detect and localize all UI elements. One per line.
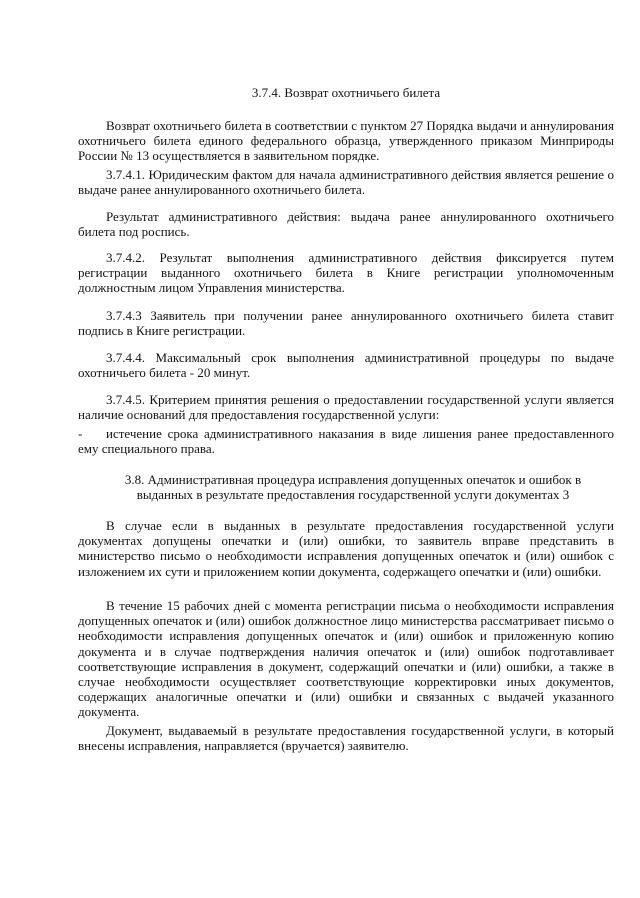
paragraph-3-7-4-3: 3.7.4.3 Заявитель при получении ранее аннулированного охотничьего билета ставит подпись в Книге регистрации. (78, 308, 614, 339)
section-3-7-4-heading: 3.7.4. Возврат охотничьего билета (251, 85, 441, 100)
list-dash: - (78, 426, 83, 441)
paragraph-3-7-4-2: 3.7.4.2. Результат выполнения административного действия фиксируется путем регистрации выданного охотничьего билета в Книге регистрации уполномоченным должностным лицом Управления министерства. (78, 250, 614, 296)
paragraph-errors-request: В случае если в выданных в результате предоставления государственной услуги документах допущены опечатки и (или) ошибки, то заявитель вправе представить в министерство письмо о необходимости исправления допущенных опечаток и (или) ошибок с изложением их сути и приложением копии документа, содержащего опечатки и (или) ошибки. (78, 518, 614, 579)
paragraph-3-7-4-1: 3.7.4.1. Юридическим фактом для начала административного действия является решение о выдаче ранее аннулированного охотничьего билета. (78, 167, 614, 198)
paragraph-action-result: Результат административного действия: выдача ранее аннулированного охотничьего билета под роспись. (78, 209, 614, 240)
paragraph-3-7-4-5: 3.7.4.5. Критерием принятия решения о предоставлении государственной услуги является наличие оснований для предоставления государственной услуги: (78, 392, 614, 423)
section-3-8-heading: 3.8. Административная процедура исправления допущенных опечаток и ошибок в выданных в результате предоставления государственной услуги документах 3 (124, 472, 582, 503)
list-item-text: истечение срока административного наказания в виде лишения ранее предоставленного ему специального права. (78, 426, 614, 457)
paragraph-3-7-4-4: 3.7.4.4. Максимальный срок выполнения административной процедуры по выдаче охотничьего билета - 20 минут. (78, 350, 614, 381)
paragraph-return-ticket: Возврат охотничьего билета в соответствии с пунктом 27 Порядка выдачи и аннулирования охотничьего билета единого федерального образца, утвержденного приказом Минприроды России № 13 осуществляется в заявительном порядке. (78, 118, 614, 164)
paragraph-15-days: В течение 15 рабочих дней с момента регистрации письма о необходимости исправления допущенных опечаток и (или) ошибок должностное лицо министерства рассматривает письмо о необходимости исправления допущенных опечаток и (или) ошибок и приложенную копию документа и в случае подтверждения наличия опечаток и (или) ошибок подготавливает соответствующие исправления в документ, содержащий опечатки и (или) ошибки, а также в случае необходимости осуществляет соответствующие корректировки иных документов, содержащих аналогичные опечатки и (или) ошибки и связанных с выдачей указанного документа. (78, 598, 614, 720)
paragraph-corrected-document: Документ, выдаваемый в результате предоставления государственной услуги, в который внесены исправления, направляется (вручается) заявителю. (78, 723, 614, 754)
list-item-grounds (78, 426, 614, 456)
